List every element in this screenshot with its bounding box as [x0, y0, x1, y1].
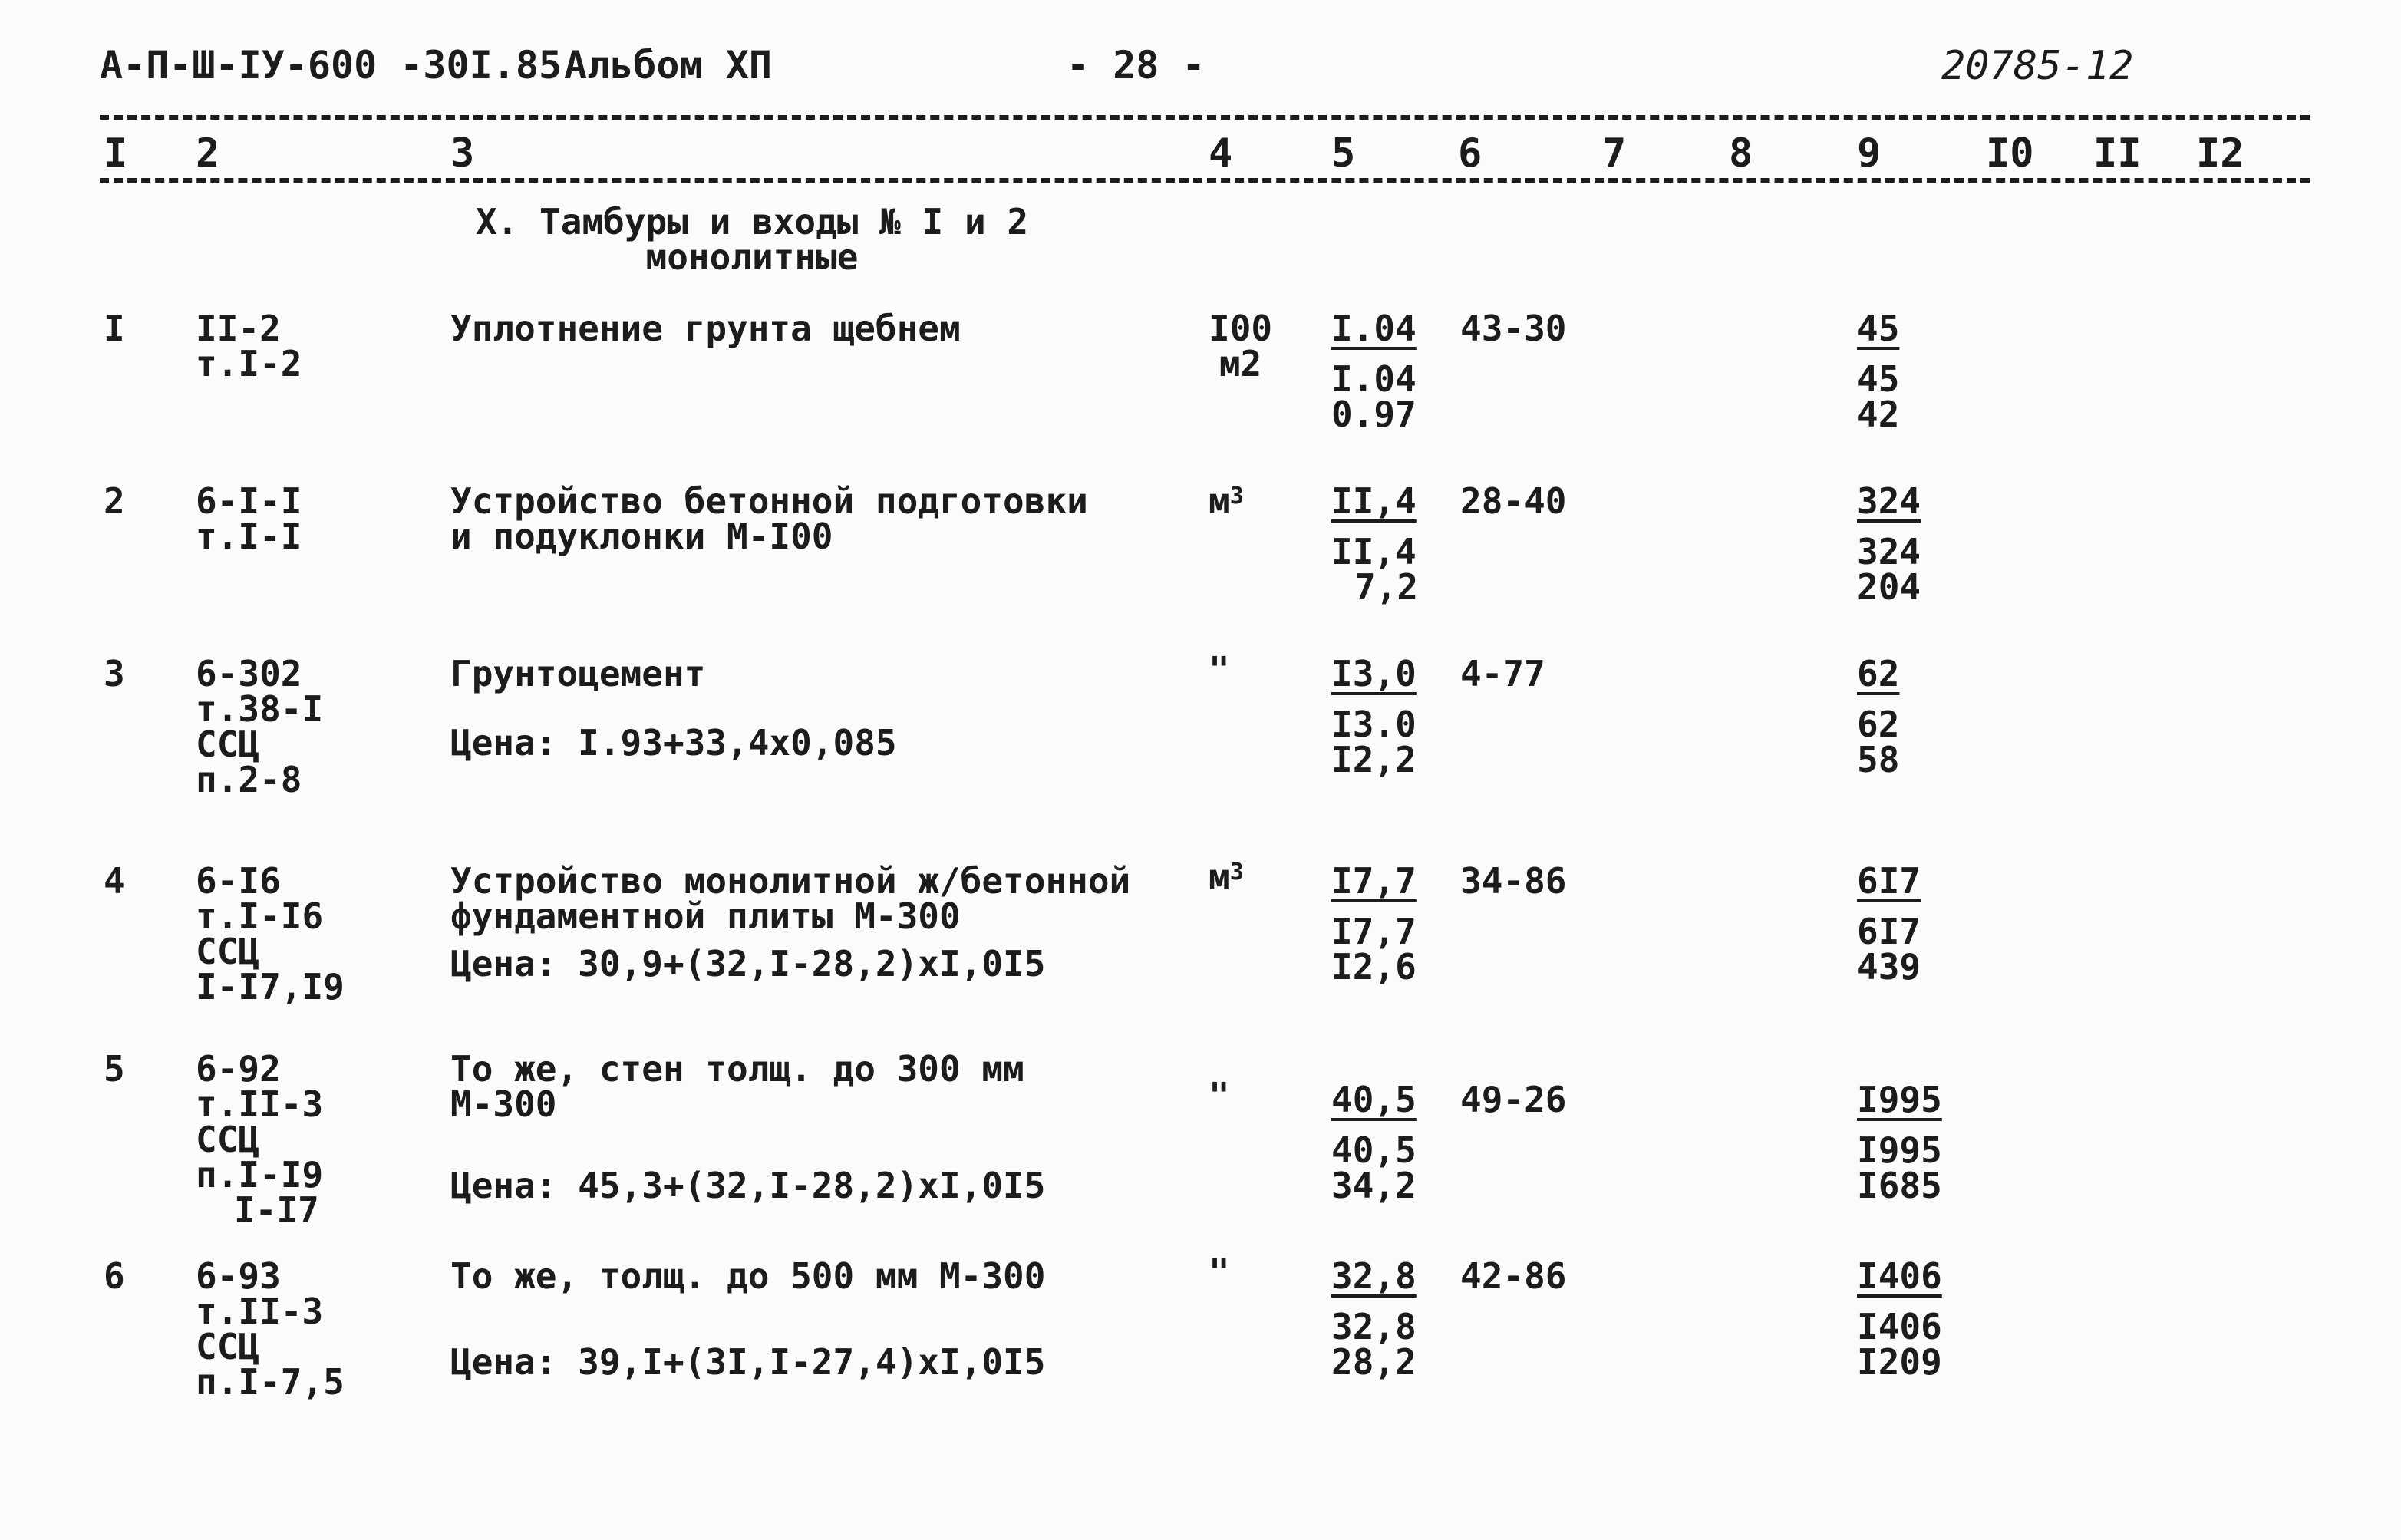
norm-code	[196, 860, 345, 1007]
column-number-6: 6	[1458, 130, 1482, 176]
unit-ditto-mark: "	[1209, 1075, 1230, 1116]
cost-values	[1857, 1079, 1942, 1206]
price-formula: Цена: 30,9+(32,I-28,2)xI,0I5	[450, 943, 1046, 984]
cost-line: I209	[1857, 1341, 1942, 1383]
norm-code-line: т.II-3	[196, 1083, 324, 1125]
album-label: Альбом XП	[564, 43, 772, 87]
quantity-line: II,4	[1331, 531, 1417, 572]
cost-values	[1857, 480, 1921, 608]
column-number-1: I	[104, 130, 128, 176]
cost-values	[1857, 653, 1900, 780]
column-number-10: I0	[1986, 130, 2034, 176]
quantity-total: I3,0	[1331, 653, 1417, 694]
cost-total: 45	[1857, 308, 1900, 349]
cost-line: I685	[1857, 1165, 1942, 1206]
header-rule-bottom	[100, 178, 2310, 183]
quantity-values	[1331, 1079, 1417, 1206]
header-rule-top	[100, 115, 2310, 120]
norm-code-line: п.2-8	[196, 759, 302, 800]
norm-code-line: т.I-I6	[196, 895, 324, 937]
quantity-values	[1331, 860, 1417, 988]
unit-price: 34-86	[1460, 860, 1567, 902]
norm-code-line: т.II-3	[196, 1291, 324, 1332]
norm-code	[196, 1255, 345, 1403]
norm-code-line: 6-I-I	[196, 480, 302, 522]
work-description	[450, 1255, 1046, 1297]
cost-line: 204	[1857, 566, 1921, 608]
norm-code	[196, 1048, 324, 1231]
section-title	[460, 201, 1044, 278]
unit-secondary: м2	[1219, 343, 1262, 384]
norm-code-line: т.I-2	[196, 343, 302, 384]
cost-total: I406	[1857, 1255, 1942, 1297]
cost-line: 324	[1857, 531, 1921, 572]
cost-values	[1857, 860, 1921, 988]
row-number: 3	[104, 653, 125, 694]
price-formula: Цена: I.93+33,4x0,085	[450, 722, 897, 763]
unit	[1209, 308, 1273, 384]
unit-main: I00	[1209, 308, 1273, 349]
norm-code-line: I-I7,I9	[196, 966, 345, 1007]
unit-main: м	[1209, 856, 1230, 898]
norm-code-line: п.I-I9	[196, 1154, 324, 1195]
quantity-line: I3.0	[1331, 704, 1417, 745]
document-number: 20785-12	[1941, 43, 2134, 89]
column-number-8: 8	[1729, 130, 1753, 176]
row-number: I	[104, 308, 125, 349]
quantity-values	[1331, 653, 1417, 780]
unit-price: 42-86	[1460, 1255, 1567, 1297]
unit	[1209, 480, 1244, 522]
norm-code	[196, 480, 302, 557]
column-number-11: II	[2093, 130, 2142, 176]
norm-code-line: 6-I6	[196, 860, 281, 902]
norm-code-line: 6-302	[196, 653, 302, 694]
unit-price: 28-40	[1460, 480, 1567, 522]
quantity-line: I2,2	[1331, 739, 1417, 780]
quantity-values	[1331, 308, 1417, 435]
norm-code-line: II-2	[196, 308, 281, 349]
unit-superscript: 3	[1229, 483, 1244, 509]
quantity-total: I7,7	[1331, 860, 1417, 902]
cost-line: I406	[1857, 1306, 1942, 1347]
work-description	[450, 1048, 1024, 1125]
quantity-line: I.04	[1331, 358, 1417, 400]
norm-code	[196, 308, 302, 384]
quantity-line: 32,8	[1331, 1306, 1417, 1347]
quantity-line: I7,7	[1331, 911, 1417, 952]
work-description	[450, 860, 1131, 937]
quantity-line: I2,6	[1331, 946, 1417, 988]
column-number-5: 5	[1331, 130, 1356, 176]
row-number: 6	[104, 1255, 125, 1297]
quantity-line: 40,5	[1331, 1129, 1417, 1171]
column-number-2: 2	[196, 130, 220, 176]
work-description	[450, 653, 706, 694]
norm-code-line: п.I-7,5	[196, 1361, 345, 1403]
work-description	[450, 308, 961, 349]
unit-price: 49-26	[1460, 1079, 1567, 1120]
norm-code-line: ССЦ	[196, 931, 260, 972]
unit-price: 43-30	[1460, 308, 1567, 349]
quantity-line: 0.97	[1331, 394, 1417, 435]
quantity-line: 34,2	[1331, 1165, 1417, 1206]
description-line: Уплотнение грунта щебнем	[450, 308, 961, 349]
cost-total: 324	[1857, 480, 1921, 522]
description-line: То же, толщ. до 500 мм М-300	[450, 1255, 1046, 1297]
column-number-4: 4	[1209, 130, 1233, 176]
description-line: и подуклонки М-I00	[450, 516, 833, 557]
cost-line: 439	[1857, 946, 1921, 988]
norm-code-line: ССЦ	[196, 1119, 260, 1160]
norm-code-line: т.38-I	[196, 688, 324, 730]
price-formula: Цена: 39,I+(3I,I-27,4)xI,0I5	[450, 1341, 1046, 1383]
unit-main: м	[1209, 480, 1230, 522]
work-description	[450, 480, 1088, 557]
unit-ditto-mark: "	[1209, 649, 1230, 691]
description-line: Устройство монолитной ж/бетонной	[450, 860, 1131, 902]
quantity-values	[1331, 1255, 1417, 1383]
cost-line: 6I7	[1857, 911, 1921, 952]
cost-line: 45	[1857, 358, 1900, 400]
quantity-line: 7,2	[1354, 566, 1419, 608]
cost-total: 6I7	[1857, 860, 1921, 902]
column-number-3: 3	[450, 130, 475, 176]
unit-superscript: 3	[1229, 859, 1244, 885]
norm-code	[196, 653, 324, 800]
page-number: - 28 -	[1067, 43, 1205, 87]
cost-total: 62	[1857, 653, 1900, 694]
norm-code-line: 6-93	[196, 1255, 281, 1297]
quantity-values	[1331, 480, 1419, 608]
description-line: М-300	[450, 1083, 557, 1125]
row-number: 2	[104, 480, 125, 522]
norm-code-line: ССЦ	[196, 724, 260, 765]
column-number-7: 7	[1602, 130, 1627, 176]
unit-ditto-mark: "	[1209, 1251, 1230, 1293]
column-number-12: I2	[2196, 130, 2244, 176]
unit-price: 4-77	[1460, 653, 1545, 694]
cost-line: I995	[1857, 1129, 1942, 1171]
norm-code-line: т.I-I	[196, 516, 302, 557]
quantity-total: II,4	[1331, 480, 1417, 522]
row-number: 5	[104, 1048, 125, 1090]
cost-values	[1857, 1255, 1942, 1383]
quantity-total: 32,8	[1331, 1255, 1417, 1297]
norm-code-line: I-I7	[234, 1189, 319, 1231]
norm-code-line: ССЦ	[196, 1326, 260, 1367]
description-line: То же, стен толщ. до 300 мм	[450, 1048, 1024, 1090]
cost-line: 62	[1857, 704, 1900, 745]
quantity-total: I.04	[1331, 308, 1417, 349]
description-line: Грунтоцемент	[450, 653, 706, 694]
price-formula: Цена: 45,3+(32,I-28,2)xI,0I5	[450, 1165, 1046, 1206]
description-line: Устройство бетонной подготовки	[450, 480, 1088, 522]
description-line: фундаментной плиты М-300	[450, 895, 961, 937]
unit	[1209, 856, 1244, 898]
quantity-total: 40,5	[1331, 1079, 1417, 1120]
column-number-9: 9	[1857, 130, 1882, 176]
norm-code-line: 6-92	[196, 1048, 281, 1090]
cost-values	[1857, 308, 1900, 435]
row-number: 4	[104, 860, 125, 902]
cost-total: I995	[1857, 1079, 1942, 1120]
cost-line: 58	[1857, 739, 1900, 780]
cost-line: 42	[1857, 394, 1900, 435]
section-title-line-1: X. Тамбуры и входы № I и 2	[475, 201, 1029, 242]
section-title-line-2: монолитные	[645, 236, 859, 278]
document-code: А-П-Ш-IУ-600 -30I.85	[100, 43, 562, 87]
quantity-line: 28,2	[1331, 1341, 1417, 1383]
